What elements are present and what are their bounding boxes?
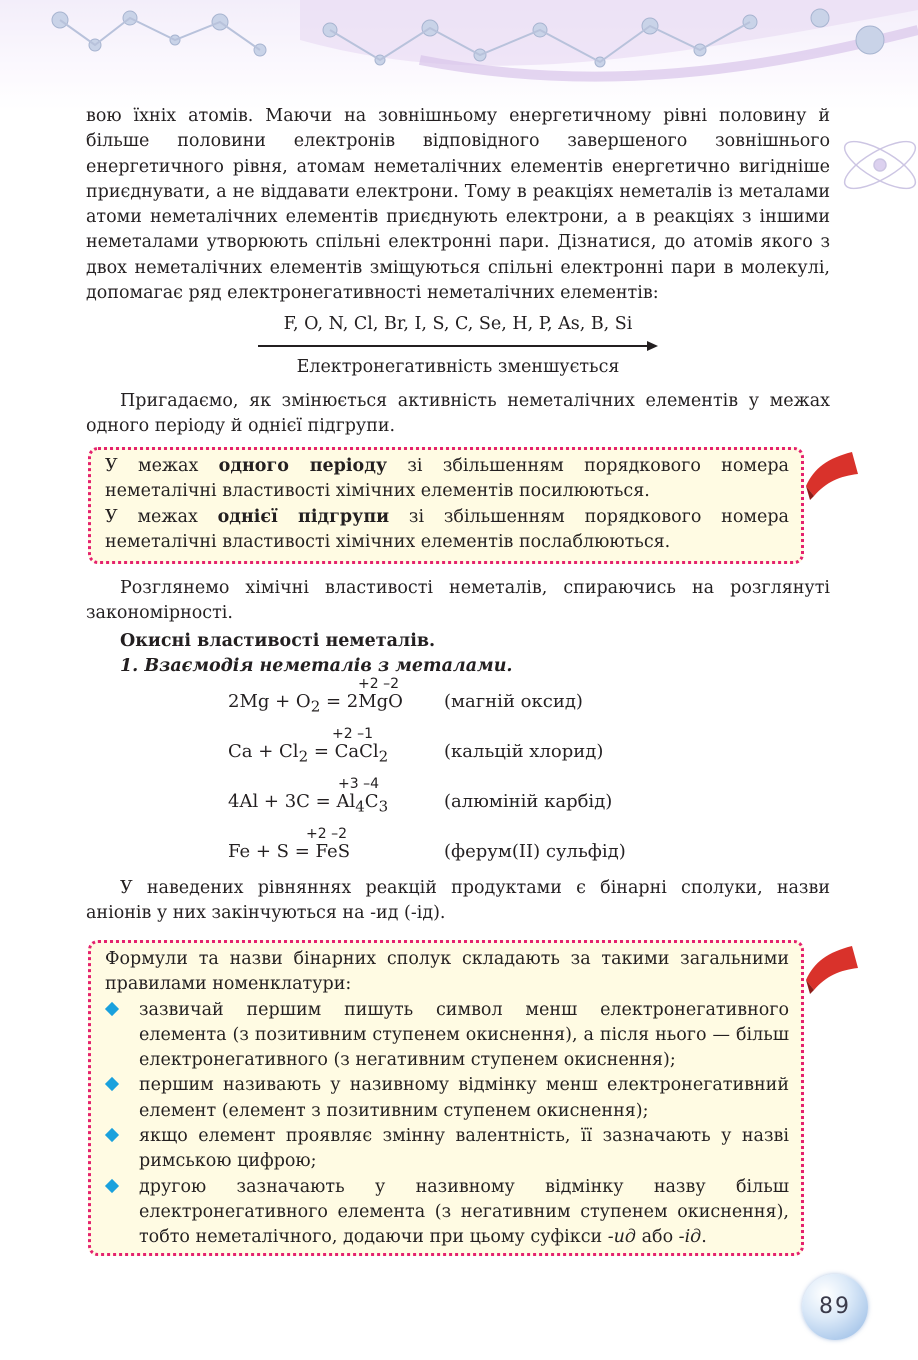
equation-row: [228, 776, 748, 826]
intro-paragraph-block: [86, 104, 830, 306]
list-item: якщо елемент проявляє змінну валентність, її зазначають у назві римською цифрою;: [105, 1124, 789, 1175]
oxidation-states: +2 –1: [332, 726, 373, 742]
intro-paragraph: вою їхніх атомів. Маючи на зовнішньому енергетичному рівні половину й більше половини електронів відповідного завершеного зовнішнього енергетичного рівня, атомам неметалічних елементів енергетично вигідніше приєднувати, а не віддавати електрони. Тому в реакціях неметалів із металами атоми неметалічних елементів приєднують електрони, а в реакціях з іншими неметалами утворюють спільні електронні пари. Дізнатися, до атомів якого з двох неметалічних елементів зміщуються спільні електронні пари в молекулі, допомагає ряд електронегативності неметалічних елементів:: [86, 106, 830, 304]
equation-row: [228, 676, 748, 726]
series-caption: Електронегативність зменшується: [296, 357, 620, 377]
equation-row: [228, 826, 748, 876]
decreasing-arrow: [258, 339, 658, 353]
diamond-bullet-icon: [105, 1002, 119, 1016]
product-name: (кальцій хлорид): [444, 741, 604, 762]
consider-block: [86, 576, 830, 679]
product-name: (алюміній карбід): [444, 791, 613, 812]
equation-formula: $2Mg + O_2 = 2MgO$: [228, 691, 403, 716]
recall-paragraph-block: [86, 389, 830, 440]
reaction-heading: 1. Взаємодія неметалів з металами.: [120, 655, 513, 676]
oxidation-states: +2 –2: [358, 676, 399, 692]
list-item: другою зазначають у називному відмінку назву більш електронегативного елемента (з негативним ступенем окиснення), тобто неметалічного, додаючи при цьому суфікси -ид або -ід.: [105, 1175, 789, 1251]
ribbon-flag-icon: [800, 940, 862, 996]
oxidizing-heading: Окисні властивості неметалів.: [120, 630, 436, 651]
diamond-bullet-icon: [105, 1077, 119, 1091]
product-name: (магній оксид): [444, 691, 583, 712]
rule1-period: У межах одного періоду зі збільшенням порядкового номера неметалічні властивості хімічних елементів посилюються.: [105, 456, 789, 502]
ribbon-flag-icon: [800, 446, 862, 502]
equation-formula: $Ca + Cl_2$ = CaCl$_2$: [228, 741, 389, 766]
equation-formula: Fe + S = FeS: [228, 841, 351, 862]
diamond-bullet-icon: [105, 1128, 119, 1142]
electronegativity-series-block: [258, 312, 658, 380]
products-block: [86, 876, 830, 927]
oxidation-states: +3 –4: [338, 776, 379, 792]
equation-formula: $4Al + 3C = Al_4C_3$: [228, 791, 389, 816]
oxidation-states: +2 –2: [306, 826, 347, 842]
rule1-subgroup: У межах однієї підгрупи зі збільшенням порядкового номера неметалічні властивості хімічних елементів послаблюються.: [105, 506, 789, 552]
rule2-bullet-list: [105, 998, 789, 1251]
recall-paragraph: Пригадаємо, як змінюється активність неметалічних елементів у межах одного періоду й однієї підгрупи.: [86, 391, 830, 437]
consider-paragraph: Розглянемо хімічні властивості неметалів, спираючись на розглянуті закономірності.: [86, 578, 830, 624]
equation-row: [228, 726, 748, 776]
list-item: першим називають у називному відмінку менш електронегативний елемент (елемент з позитивним ступенем окиснення);: [105, 1073, 789, 1124]
rule-box-periodicity: [88, 447, 804, 564]
diamond-bullet-icon: [105, 1179, 119, 1193]
rule-box-nomenclature: [88, 940, 804, 1256]
electronegativity-series: F, O, N, Cl, Br, I, S, C, Se, H, P, As, B, Si: [283, 314, 633, 334]
list-item: зазвичай першим пишуть символ менш електронегативного елемента (з позитивним ступенем окиснення), а після нього — більш електронегативного (з негативним ступенем окиснення);: [105, 998, 789, 1074]
page-number: 89: [802, 1274, 868, 1340]
product-name: (ферум(II) сульфід): [444, 841, 626, 862]
products-paragraph: У наведених рівняннях реакцій продуктами є бінарні сполуки, назви аніонів у них закінчуються на -ид (-ід).: [86, 878, 830, 924]
rule2-intro: Формули та назви бінарних сполук складають за такими загальними правилами номенклатури:: [105, 949, 789, 995]
header-molecule-decoration: [0, 0, 918, 110]
